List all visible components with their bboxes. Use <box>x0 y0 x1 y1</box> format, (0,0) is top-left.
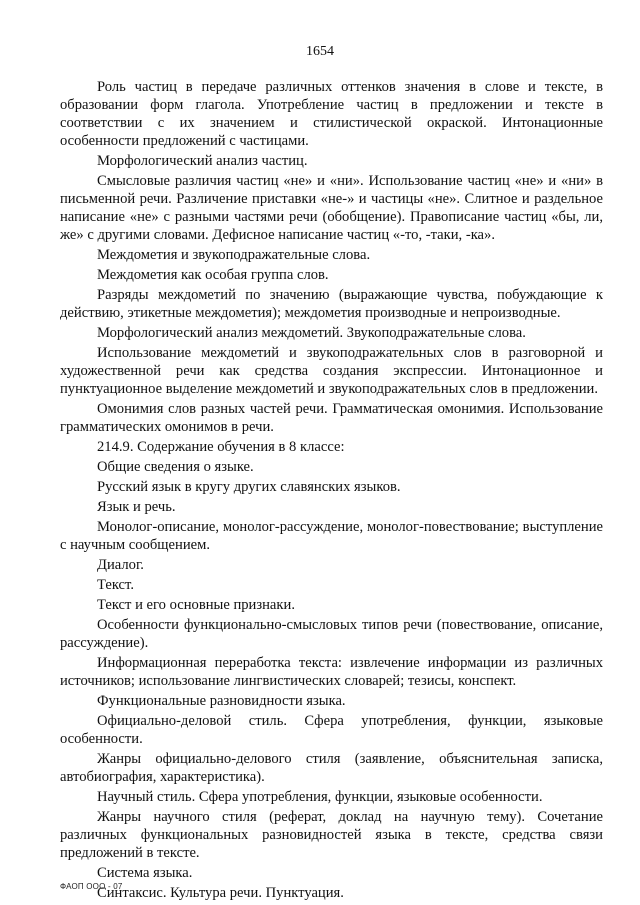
paragraph: Текст. <box>97 577 134 593</box>
paragraph: Синтаксис. Культура речи. Пунктуация. <box>97 885 344 901</box>
paragraph: Жанры научного стиля (реферат, доклад на научную тему). Сочетание различных функциональных разновидностей языка в тексте, средства связи предложений в тексте. <box>60 809 603 861</box>
paragraph: Омонимия слов разных частей речи. Грамматическая омонимия. Использование грамматических омонимов в речи. <box>60 401 603 435</box>
paragraph: Монолог-описание, монолог-рассуждение, монолог-повествование; выступление с научным сообщением. <box>60 519 603 553</box>
paragraph: Использование междометий и звукоподражательных слов в разговорной и художественной речи как средства создания экспрессии. Интонационное и пунктуационное выделение междометий и звукоподражательных слов в предложении. <box>60 345 603 397</box>
paragraph: Официально-деловой стиль. Сфера употребления, функции, языковые особенности. <box>60 713 603 747</box>
paragraph: Роль частиц в передаче различных оттенков значения в слове и тексте, в образовании форм глагола. Употребление частиц в предложении и тексте в соответствии с их значением и стилистической окраской. Интонационные особенности предложений с частицами. <box>60 79 603 149</box>
paragraph: Морфологический анализ частиц. <box>97 153 308 169</box>
paragraph: Междометия как особая группа слов. <box>97 267 329 283</box>
paragraph: Функциональные разновидности языка. <box>97 693 346 709</box>
paragraph: Особенности функционально-смысловых типов речи (повествование, описание, рассуждение). <box>60 617 603 651</box>
paragraph: Морфологический анализ междометий. Звукоподражательные слова. <box>97 325 526 341</box>
paragraph: Система языка. <box>97 865 193 881</box>
document-body <box>60 78 603 904</box>
paragraph: Русский язык в кругу других славянских языков. <box>97 479 401 495</box>
paragraph: Смысловые различия частиц «не» и «ни». Использование частиц «не» и «ни» в письменной речи. Различение приставки «не-» и частицы «не». Слитное и раздельное написание «не» с разными частями речи (обобщение). Правописание частиц «бы, ли, же» с другими словами. Дефисное написание частиц «-то, -таки, -ка». <box>60 173 603 243</box>
page-number: 1654 <box>306 44 334 59</box>
paragraph: Жанры официально-делового стиля (заявление, объяснительная записка, автобиография, характеристика). <box>60 751 603 785</box>
paragraph: Текст и его основные признаки. <box>97 597 295 613</box>
section-heading: 214.9. Содержание обучения в 8 классе: <box>97 439 345 455</box>
paragraph: Общие сведения о языке. <box>97 459 254 475</box>
footer-code: ФАОП ООО - 07 <box>60 882 123 891</box>
paragraph: Диалог. <box>97 557 144 573</box>
paragraph: Разряды междометий по значению (выражающие чувства, побуждающие к действию, этикетные междометия); междометия производные и непроизводные. <box>60 287 603 321</box>
paragraph: Язык и речь. <box>97 499 176 515</box>
paragraph: Научный стиль. Сфера употребления, функции, языковые особенности. <box>97 789 543 805</box>
paragraph: Информационная переработка текста: извлечение информации из различных источников; использование лингвистических словарей; тезисы, конспект. <box>60 655 603 689</box>
paragraph: Междометия и звукоподражательные слова. <box>97 247 371 263</box>
